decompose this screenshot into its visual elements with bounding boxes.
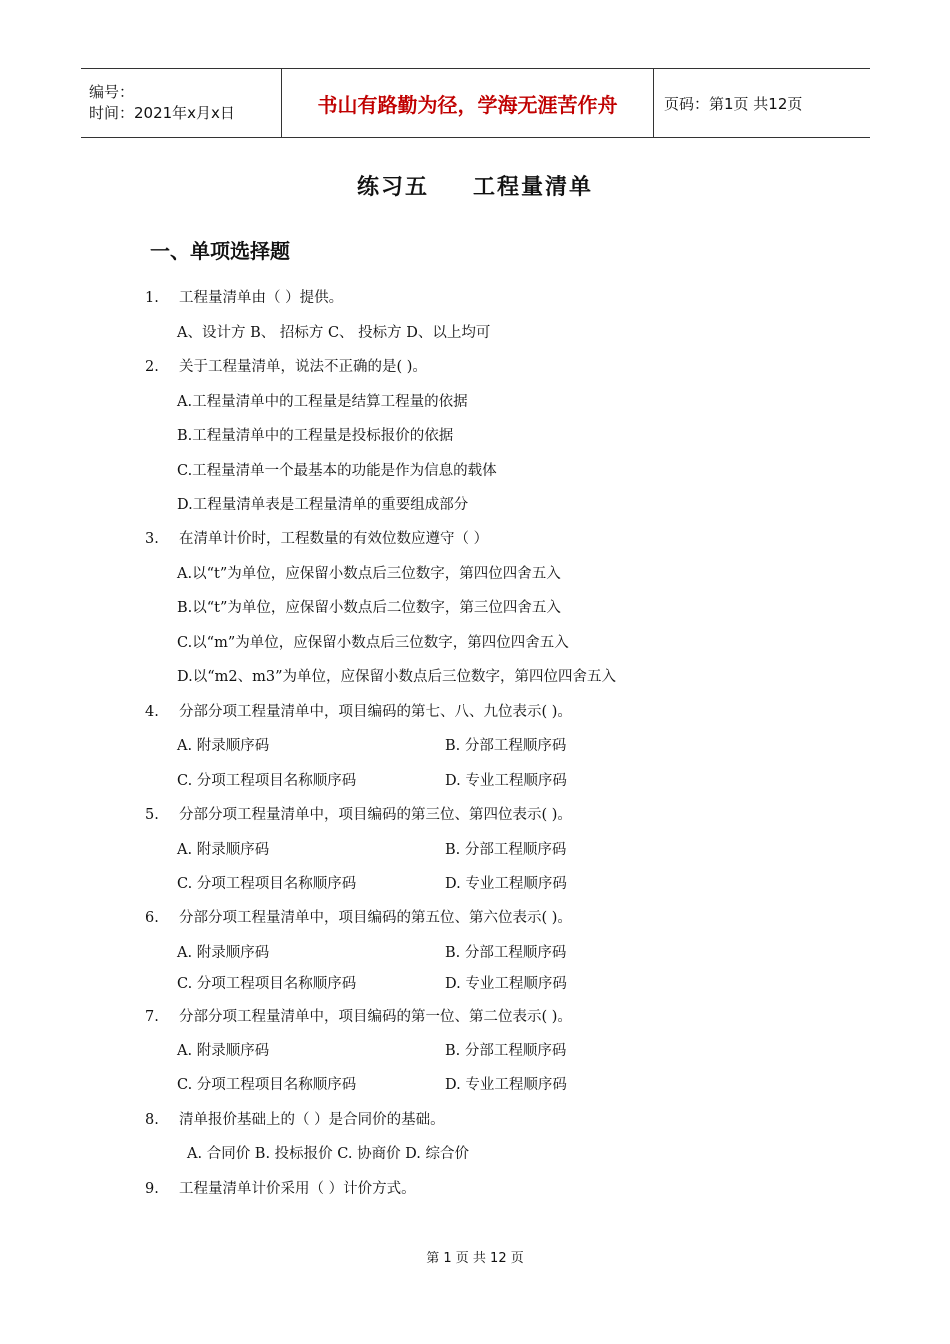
option-b: B.以“t”为单位，应保留小数点后二位数字，第三位四舍五入: [177, 600, 561, 616]
option-c: C.以“m”为单位，应保留小数点后三位数字，第四位四舍五入: [177, 635, 569, 651]
question-number: 3.: [145, 531, 159, 547]
page-header: [81, 68, 870, 138]
question-text: 工程量清单计价采用（ ）计价方式。: [179, 1181, 416, 1197]
option-b: B. 分部工程顺序码: [445, 945, 567, 961]
option-a: A. 附录顺序码: [177, 945, 270, 961]
option-c: C. 分项工程项目名称顺序码: [177, 773, 357, 789]
page-footer: 第 1 页 共 12 页: [426, 1251, 524, 1266]
option-b: B. 分部工程顺序码: [445, 738, 567, 754]
question-number: 5.: [145, 807, 159, 823]
header-motto: 书山有路勤为径，学海无涯苦作舟: [282, 69, 654, 137]
option-c: C. 分项工程项目名称顺序码: [177, 976, 357, 992]
question-number: 6.: [145, 910, 159, 926]
option-b: B.工程量清单中的工程量是投标报价的依据: [177, 428, 454, 444]
option-d: D. 专业工程顺序码: [445, 1077, 567, 1093]
question-text: 关于工程量清单，说法不正确的是( )。: [179, 359, 427, 375]
option-a: A. 附录顺序码: [177, 738, 270, 754]
section-heading: 一、单项选择题: [150, 239, 290, 263]
option-b: B. 分部工程顺序码: [445, 842, 567, 858]
option-a: A.以“t”为单位，应保留小数点后三位数字，第四位四舍五入: [177, 566, 561, 582]
question-number: 9.: [145, 1181, 159, 1197]
title-part-2: 工程量清单: [473, 175, 594, 200]
question-number: 4.: [145, 704, 159, 720]
option-a: A.工程量清单中的工程量是结算工程量的依据: [177, 394, 468, 410]
question-number: 8.: [145, 1112, 159, 1128]
option-a: A. 附录顺序码: [177, 1043, 270, 1059]
options-line: A. 合同价 B. 投标报价 C. 协商价 D. 综合价: [187, 1146, 470, 1162]
option-d: D.以“m2、m3”为单位，应保留小数点后三位数字，第四位四舍五入: [177, 669, 616, 685]
title-part-1: 练习五: [356, 175, 429, 200]
header-meta: [81, 69, 282, 137]
question-text: 分部分项工程量清单中，项目编码的第七、八、九位表示( )。: [179, 704, 572, 720]
option-d: D.工程量清单表是工程量清单的重要组成部分: [177, 497, 469, 513]
question-text: 分部分项工程量清单中，项目编码的第三位、第四位表示( )。: [179, 807, 572, 823]
option-d: D. 专业工程顺序码: [445, 773, 567, 789]
option-b: B. 分部工程顺序码: [445, 1043, 567, 1059]
option-a: A. 附录顺序码: [177, 842, 270, 858]
option-d: D. 专业工程顺序码: [445, 976, 567, 992]
date-label: 时间：2021年x月x日: [89, 104, 235, 122]
option-c: C.工程量清单一个最基本的功能是作为信息的载体: [177, 463, 497, 479]
header-page-label: 页码：第1页 共12页: [664, 94, 803, 113]
question-text: 分部分项工程量清单中，项目编码的第五位、第六位表示( )。: [179, 910, 572, 926]
document-title: [0, 170, 950, 201]
question-number: 7.: [145, 1009, 159, 1025]
question-number: 1.: [145, 290, 159, 306]
option-c: C. 分项工程项目名称顺序码: [177, 876, 357, 892]
options-line: A、设计方 B、 招标方 C、 投标方 D、以上均可: [177, 325, 491, 341]
question-text: 在清单计价时，工程数量的有效位数应遵守（ ）: [179, 531, 489, 547]
number-label: 编号：: [89, 83, 135, 101]
question-number: 2.: [145, 359, 159, 375]
option-d: D. 专业工程顺序码: [445, 876, 567, 892]
option-c: C. 分项工程项目名称顺序码: [177, 1077, 357, 1093]
question-text: 分部分项工程量清单中，项目编码的第一位、第二位表示( )。: [179, 1009, 572, 1025]
question-text: 工程量清单由（ ）提供。: [179, 290, 344, 306]
question-text: 清单报价基础上的（ ）是合同价的基础。: [179, 1112, 445, 1128]
